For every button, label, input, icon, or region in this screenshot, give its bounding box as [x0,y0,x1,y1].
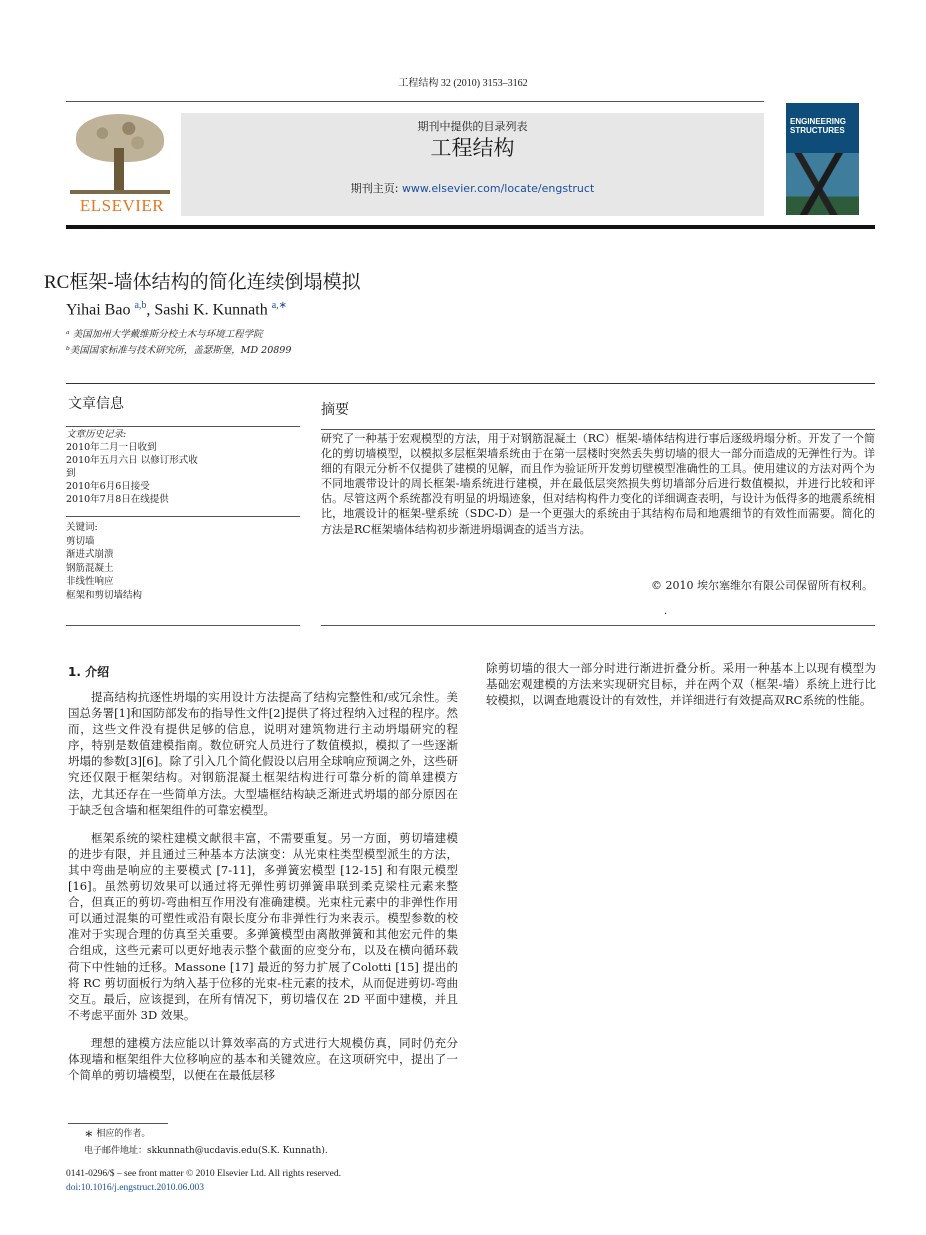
section-heading: 1. 介绍 [68,665,110,679]
author-name[interactable]: Yihai Bao [66,301,131,319]
abstract-rule [321,429,875,430]
history-item: 2010年6月6日接受 [66,481,150,492]
tree-ground [70,190,170,194]
journal-cover [786,103,859,215]
author-affiliation-mark[interactable]: a,b [134,300,147,311]
footnote-star: ∗ [84,1126,94,1142]
history-item: 2010年二月一日收到 [66,442,157,453]
info-rule [66,516,300,517]
keyword: 框架和剪切墙结构 [66,589,143,601]
issn-line: 0141-0296/$ – see front matter © 2010 Elsevier Ltd. All rights reserved. [66,1169,342,1179]
elsevier-logo [66,108,178,218]
doi-link[interactable]: doi:10.1016/j.engstruct.2010.06.003 [66,1183,205,1193]
copyright: © 2010 埃尔塞维尔有限公司保留所有权利。 [651,579,873,592]
paragraph: 除剪切墙的很大一部分时进行渐进折叠分析。采用一种基本上以现有模型为基础宏观建模的方法来实现研究目标，并在两个双（框架-墙）系统上进行比较模拟，以调查地震设计的有效性，并详细进行有效提高双RC系统的性能。 [486,661,876,708]
email-note: 电子邮件地址：skkunnath@ucdavis.edu(S.K. Kunnath). [84,1146,328,1156]
homepage-label: 期刊主页: [350,182,402,195]
header-thick-rule [66,225,875,229]
section-rule [66,383,875,384]
history-item: 2010年7月8日在线提供 [66,494,169,505]
article-info-heading: 文章信息 [68,396,124,412]
info-rule [66,625,300,626]
author-name[interactable]: , Sashi K. Kunnath [146,301,268,319]
affiliation-b: ᵇ美国国家标准与技术研究所，盖瑟斯堡，MD 20899 [66,345,292,356]
keyword: 非线性响应 [66,576,114,587]
body-right-column [486,660,876,708]
journal-name: 工程结构 [430,136,515,160]
affiliation-a: ᵃ 美国加州大学戴维斯分校土木与环境工程学院 [66,329,263,340]
paragraph: 框架系统的梁柱建模文献很丰富，不需要重复。另一方面，剪切墙建模的进步有限，并且通过三种基本方法演变：从光束柱类型模型派生的方法，其中弯曲是响应的主要模式 [7-11]，多弹簧宏模型 [12-15] 和有限元模型[16]。虽然剪切效果可以通过将无弹性剪切弹簧串联到柔克梁柱元素来整合，但真正的剪切-弯曲相互作用没有准确建模。光束柱元素中的非弹性作用可以通过混集的可塑性或沿有限长度分布非弹性行为来表示。模型参数的校准对于实现合理的仿真至关重要。多弹簧模型由离散弹簧和其他宏元件的集合组成，这些元素可以更好地表示整个截面的应变分布，以及在横向循环载荷下中性轴的迁移。Massone [17] 最近的努力扩展了Colotti [15] 提出的将 RC 剪切面板行为纳入基于位移的光束-柱元素的技术，从而促进剪切-弯曲交互。最后，应该提到，在所有情况下，剪切墙仅在 2D 平面中建模，并且不考虑平面外 3D 效果。 [68,830,458,1022]
history-label: 文章历史记录: [66,429,127,440]
history-item: 2010年五月六日 以修订形式收到 [66,455,198,479]
publisher-name: ELSEVIER [79,196,165,215]
abstract-text: 研究了一种基于宏观模型的方法，用于对钢筋混凝土（RC）框架-墙体结构进行事后逐级坍塌分析。开发了一个简化的剪切墙模型，以模拟多层框架墙系统由于在第一层楼时突然丢失剪切墙的很大一部分而造成的无弹性行为。详细的有限元分析不仅提供了建模的见解，而且作为验证所开发剪切壁模型准确性的工具。使用建议的方法对两个为不同地震带设计的周长框架-墙系统进行建模，并在最低层突然损失剪切墙部分后进行数值模拟，并进行比较和评估。尽管这两个系统都没有明显的坍塌迹象，但对结构构件力变化的详细调查表明，与设计为低得多的地震系统相比，地震设计的框架-壁系统（SDC-D）是一个更强大的系统由于其结构布局和地震细节的有效性而需要。简化的方法是RC框架墙体结构初步渐进坍塌调查的适当方法。 [321,432,875,536]
tree-trunk [114,148,124,192]
homepage-link[interactable]: www.elsevier.com/locate/engstruct [401,182,595,195]
info-rule [66,426,300,427]
abstract-heading: 摘要 [321,402,349,418]
abstract-end-dot: . [664,606,668,617]
cover-bridge-image [786,153,859,215]
keyword: 渐进式崩溃 [66,549,114,560]
toc-note: 期刊中提供的目录列表 [417,120,528,133]
cover-title: ENGINEERING STRUCTURES [790,117,847,135]
paragraph: 理想的建模方法应能以计算效率高的方式进行大规模仿真，同时仍充分体现墙和框架组件大位移响应的基本和关键效应。在这项研究中，提出了一个简单的剪切墙模型，以便在在最低层移 [68,1035,458,1083]
keywords [66,521,266,602]
keyword: 剪切墙 [66,535,95,547]
article-title: RC框架-墙体结构的简化连续倒塌模拟 [44,272,361,293]
keyword: 钢筋混凝土 [66,562,114,574]
top-rule [66,101,764,102]
authors [66,300,287,319]
journal-reference: 工程结构 32 (2010) 3153–3162 [398,78,528,89]
journal-homepage [181,180,764,196]
corresponding-author-note: ∗ 相应的作者。 [84,1126,151,1142]
article-history [66,428,206,506]
keywords-label: 关键词: [66,522,98,533]
footnote-rule [68,1123,168,1124]
author-affiliation-mark[interactable]: a,∗ [271,300,288,311]
paragraph: 提高结构抗逐性坍塌的实用设计方法提高了结构完整性和/或冗余性。美国总务署[1]和国防部发布的指导性文件[2]提供了将过程纳入过程的程序。然而，这些文件没有提供足够的信息，说明对建筑物进行主动坍塌研究的程序，特别是数值建模指南。数位研究人员进行了数值模拟，模拟了一些逐渐坍塌的参数[3][6]。除了引入几个简化假设以启用全球响应预调之外，这些研究还仅限于框架结构。对钢筋混凝土框架结构进行可靠分析的简单建模方法，尤其还存在一些简单方法。大型墙框结构缺乏渐进式坍塌的部分原因在于缺乏包含墙和框架组件的可靠宏模型。 [68,690,458,817]
body-left-column [68,689,458,1095]
abstract-rule [321,625,875,626]
